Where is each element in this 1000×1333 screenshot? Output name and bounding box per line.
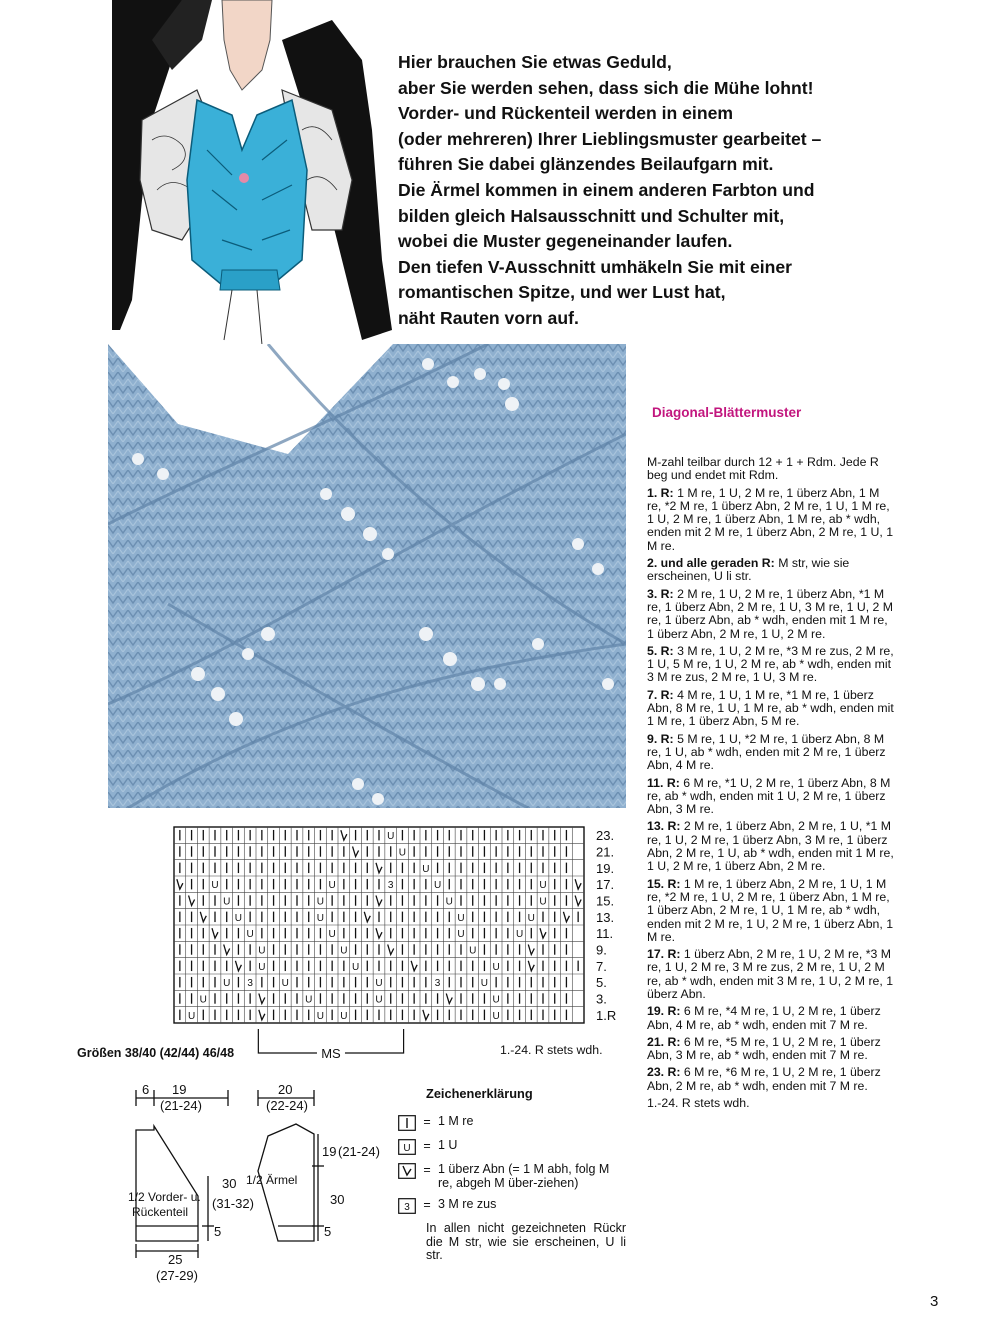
row-label: 1. R:	[647, 485, 674, 500]
yarn-over-mark: U	[422, 863, 430, 875]
row-text: 2 M re, 1 überz Abn, 2 M re, 1 U, *1 M re, 1 U, 2 M re, 1 überz Abn, 3 M re, 1 überz Abn, 2 M re, 1 U, ab * wdh, enden mit 1 M re, 1 U, 2 M re, 1 überz Abn, 2 M re.	[647, 819, 894, 874]
row-text: 6 M re, *5 M re, 1 U, 2 M re, 1 überz Abn, 3 M re, ab * wdh, enden mit 7 M re.	[647, 1034, 881, 1063]
pattern-title: Diagonal-Blättermuster	[652, 405, 802, 420]
three-together-symbol-icon	[398, 1198, 416, 1214]
chart-row-label: 15.	[596, 893, 615, 909]
yarn-over-mark: U	[316, 1010, 325, 1022]
front-bottom-height: 5	[214, 1224, 222, 1239]
row-label: 2. und alle geraden R:	[647, 556, 775, 571]
yarn-over-mark: U	[527, 912, 535, 924]
intro-line: Vorder- und Rückenteil werden in einem	[398, 103, 733, 124]
front-bottom-width-alt: (27-29)	[156, 1268, 198, 1283]
row-label: 19. R:	[647, 1004, 681, 1019]
chart-note: 1.-24. R stets wdh.	[500, 1043, 603, 1057]
intro-line: Hier brauchen Sie etwas Geduld,	[398, 52, 672, 72]
yarn-over-mark: U	[469, 945, 477, 957]
pattern-row	[647, 820, 897, 873]
page-number: 3	[930, 1293, 939, 1310]
yarn-over-symbol-icon	[398, 1139, 416, 1155]
front-bottom-width: 25	[168, 1252, 183, 1267]
legend-equals: =	[423, 1115, 431, 1129]
intro-line: führen Sie dabei glänzendes Beilaufgarn mit.	[398, 154, 774, 175]
row-label: 11. R:	[647, 775, 680, 790]
yarn-over-mark: U	[539, 880, 547, 892]
yarn-over-mark: U	[492, 961, 500, 973]
chart-row-label: 5.	[596, 975, 607, 991]
legend-equals: =	[423, 1198, 431, 1212]
yarn-over-mark: U	[539, 896, 547, 908]
yarn-over-mark: U	[492, 994, 500, 1006]
row-text: 2 M re, 1 U, 2 M re, 1 überz Abn, *1 M re, 1 überz Abn, 2 M re, 1 U, 3 M re, 1 U, 2 M re, 1 überz Abn, ab * wdh, enden mit 1 M re, 1 überz Abn, 2 M re, 1 U, 2 M re.	[647, 586, 894, 641]
yarn-over-mark: U	[223, 978, 231, 990]
pattern-row	[647, 1036, 897, 1063]
yarn-over-mark: U	[457, 929, 465, 941]
yarn-over-mark: U	[316, 912, 325, 924]
knitting-chart	[166, 823, 636, 1068]
pattern-footer: 1.-24. R stets wdh.	[647, 1096, 750, 1111]
yarn-over-mark: U	[480, 978, 489, 990]
legend-text: 3 M re zus	[438, 1197, 497, 1211]
chart-row-label: 19.	[596, 860, 615, 876]
ms-label: MS	[321, 1046, 341, 1061]
yarn-over-mark: U	[316, 896, 325, 908]
legend-item	[398, 1139, 626, 1155]
row-label: 17. R:	[647, 947, 681, 962]
row-text: 6 M re, *6 M re, 1 U, 2 M re, 1 überz Abn, 2 M re, ab * wdh, enden mit 7 M re.	[647, 1065, 881, 1093]
row-label: 3. R:	[647, 586, 674, 601]
row-label: 21. R:	[647, 1034, 681, 1049]
yarn-over-mark: U	[199, 994, 207, 1006]
legend-item	[398, 1198, 626, 1214]
intro-line: aber Sie werden sehen, dass sich die Mühe lohnt!	[398, 77, 814, 98]
row-label: 7. R:	[647, 687, 674, 702]
front-height: 30	[222, 1176, 237, 1191]
yarn-over-mark: U	[375, 994, 383, 1006]
chart-row-label: 21.	[596, 844, 615, 860]
intro-line: Den tiefen V-Ausschnitt umhäkeln Sie mit einer	[398, 256, 792, 277]
chart-row-label: 3.	[596, 991, 607, 1007]
front-top-left: 6	[142, 1082, 150, 1097]
row-text: 3 M re, 1 U, 2 M re, *3 M re zus, 2 M re, 1 U, 5 M re, 1 U, 2 M re, ab * wdh, enden mit 3 M re zus, 2 M re, 1 U, 3 M re.	[647, 643, 894, 685]
row-text: 6 M re, *1 U, 2 M re, 1 überz Abn, 8 M re, ab * wdh, enden mit 1 U, 2 M re, 1 überz Abn, 3 M re.	[647, 775, 891, 817]
pattern-row	[647, 588, 897, 641]
pattern-row	[647, 689, 897, 729]
yarn-over-mark: U	[281, 978, 289, 990]
yarn-over-mark: U	[211, 880, 219, 892]
chart-legend	[398, 1086, 626, 1263]
intro-line: romantischen Spitze, und wer Lust hat,	[398, 282, 726, 303]
row-text: 5 M re, 1 U, *2 M re, 1 überz Abn, 8 M re, 1 U, ab * wdh, enden mit 2 M re, 1 überz Abn, 4 M re.	[647, 731, 886, 773]
sleeve-top-height-alt: (21-24)	[338, 1144, 380, 1159]
legend-text: 1 M re	[438, 1114, 474, 1128]
row-text: 1 M re, 1 überz Abn, 2 M re, 1 U, 1 M re, *2 M re, 1 U, 2 M re, 1 überz Abn, 1 M re, 1 überz Abn, 2 M re, 1 U, 1 M re, ab * wdh, enden mit 2 M re, 1 U, 2 M re, 1 überz Abn, 1 M re.	[647, 876, 894, 944]
legend-note: In allen nicht gezeichneten Rückr die M str, wie sie erscheinen, U li str.	[426, 1221, 626, 1262]
sleeve-label: 1/2 Ärmel	[246, 1173, 298, 1187]
knit-swatch-photo	[108, 344, 626, 808]
legend-symbol: U	[403, 1143, 411, 1154]
yarn-over-mark: U	[433, 880, 442, 892]
legend-symbol: 3	[404, 1202, 410, 1213]
front-top-width: 19	[172, 1082, 187, 1097]
pattern-row	[647, 1005, 897, 1032]
yarn-over-mark: U	[234, 912, 243, 924]
row-label: 23. R:	[647, 1065, 681, 1080]
row-label: 15. R:	[647, 876, 681, 891]
pattern-row	[647, 948, 897, 1001]
pattern-intro: M-zahl teilbar durch 12 + 1 + Rdm. Jede R beg und endet mit Rdm.	[647, 455, 879, 483]
front-top-width-alt: (21-24)	[160, 1098, 202, 1113]
row-text: 1 überz Abn, 2 M re, 1 U, 2 M re, *3 M re, 1 U, 2 M re, 3 M re zus, 2 M re, 1 U, 2 M re, ab * wdh, enden mit 3 M re, 1 U, 2 M re, 1 überz Abn.	[647, 947, 894, 1001]
intro-line: (oder mehreren) Ihrer Lieblingsmuster gearbeitet –	[398, 128, 822, 149]
row-label: 9. R:	[647, 731, 674, 746]
size-schematic	[118, 1076, 388, 1292]
yarn-over-mark: U	[246, 929, 254, 941]
yarn-over-mark: U	[492, 1010, 500, 1022]
chart-row-label: 1.R	[596, 1007, 617, 1023]
row-label: 13. R:	[647, 819, 681, 834]
intro-line: Die Ärmel kommen in einem anderen Farbton und	[398, 179, 815, 200]
sleeve-top-width-alt: (22-24)	[266, 1098, 308, 1113]
yarn-over-mark: U	[328, 929, 336, 941]
yarn-over-mark: U	[445, 896, 453, 908]
intro-text	[398, 50, 958, 332]
yarn-over-mark: U	[515, 929, 524, 941]
three-together-mark: 3	[434, 978, 441, 990]
row-label: 5. R:	[647, 643, 674, 658]
slip-decrease-symbol-icon	[398, 1163, 416, 1179]
legend-text: 1 überz Abn (= 1 M abh, folg M re, abgeh M über-ziehen)	[438, 1162, 610, 1190]
knit-stitch-symbol-icon	[398, 1115, 416, 1131]
pattern-row	[647, 645, 897, 685]
yarn-over-mark: U	[305, 994, 313, 1006]
pattern-instructions	[647, 456, 897, 1114]
yarn-over-mark: U	[223, 896, 231, 908]
intro-line: wobei die Muster gegeneinander laufen.	[398, 231, 733, 252]
row-text: 4 M re, 1 U, 1 M re, *1 M re, 1 überz Abn, 8 M re, 1 U, 1 M re, ab * wdh, enden mit 1 M re, 1 überz Abn, 5 M re.	[647, 687, 894, 729]
chart-row-label: 11.	[596, 926, 614, 942]
intro-line: bilden gleich Halsausschnitt und Schulter mit,	[398, 205, 785, 226]
intro-line: näht Rauten vorn auf.	[398, 307, 579, 328]
sleeve-bottom-height: 5	[324, 1224, 332, 1239]
yarn-over-mark: U	[457, 912, 465, 924]
chart-row-label: 23.	[596, 828, 615, 844]
chart-row-label: 7.	[596, 958, 607, 974]
chart-row-label: 17.	[596, 877, 615, 893]
front-height-alt: (31-32)	[212, 1196, 254, 1211]
sleeve-height: 30	[330, 1192, 345, 1207]
legend-equals: =	[423, 1139, 431, 1153]
yarn-over-mark: U	[258, 961, 266, 973]
yarn-over-mark: U	[340, 1010, 348, 1022]
row-text: 1 M re, 1 U, 2 M re, 1 überz Abn, 1 M re, *2 M re, 1 überz Abn, 2 M re, 1 U, 1 M re, 1 U, 2 M re, 1 überz Abn, 1 M re, ab * wdh, enden mit 2 M re, 1 überz Abn, 2 M re, 1 U, 1 M re.	[647, 485, 894, 553]
pattern-row	[647, 777, 897, 817]
yarn-over-mark: U	[187, 1010, 196, 1022]
yarn-over-mark: U	[258, 945, 266, 957]
yarn-over-mark: U	[351, 961, 360, 973]
sleeve-top-width: 20	[278, 1082, 293, 1097]
yarn-over-mark: U	[328, 880, 336, 892]
chart-row-label: 13.	[596, 909, 615, 925]
chart-row-label: 9.	[596, 942, 607, 958]
pattern-row	[647, 557, 897, 584]
row-text: M str, wie sie erscheinen, U li str.	[647, 556, 850, 584]
three-together-mark: 3	[387, 880, 394, 892]
legend-equals: =	[423, 1163, 431, 1177]
legend-item	[398, 1115, 626, 1131]
three-together-mark: 3	[247, 978, 253, 990]
pattern-row	[647, 1066, 897, 1093]
front-label-2: Rückenteil	[132, 1205, 189, 1219]
yarn-over-mark: U	[375, 978, 383, 990]
legend-item	[398, 1163, 626, 1190]
legend-title: Zeichenerklärung	[426, 1086, 533, 1101]
sizes-title: Größen 38/40 (42/44) 46/48	[77, 1046, 235, 1060]
pattern-row	[647, 878, 897, 944]
pattern-row	[647, 733, 897, 773]
legend-text: 1 U	[438, 1138, 458, 1152]
row-text: 6 M re, *4 M re, 1 U, 2 M re, 1 überz Abn, 4 M re, ab * wdh, enden mit 7 M re.	[647, 1004, 881, 1032]
pattern-row	[647, 487, 897, 553]
yarn-over-mark: U	[398, 847, 407, 859]
yarn-over-mark: U	[340, 945, 348, 957]
yarn-over-mark: U	[387, 831, 395, 843]
sleeve-top-height: 19	[322, 1144, 337, 1159]
front-label-1: 1/2 Vorder- u.	[128, 1190, 201, 1204]
